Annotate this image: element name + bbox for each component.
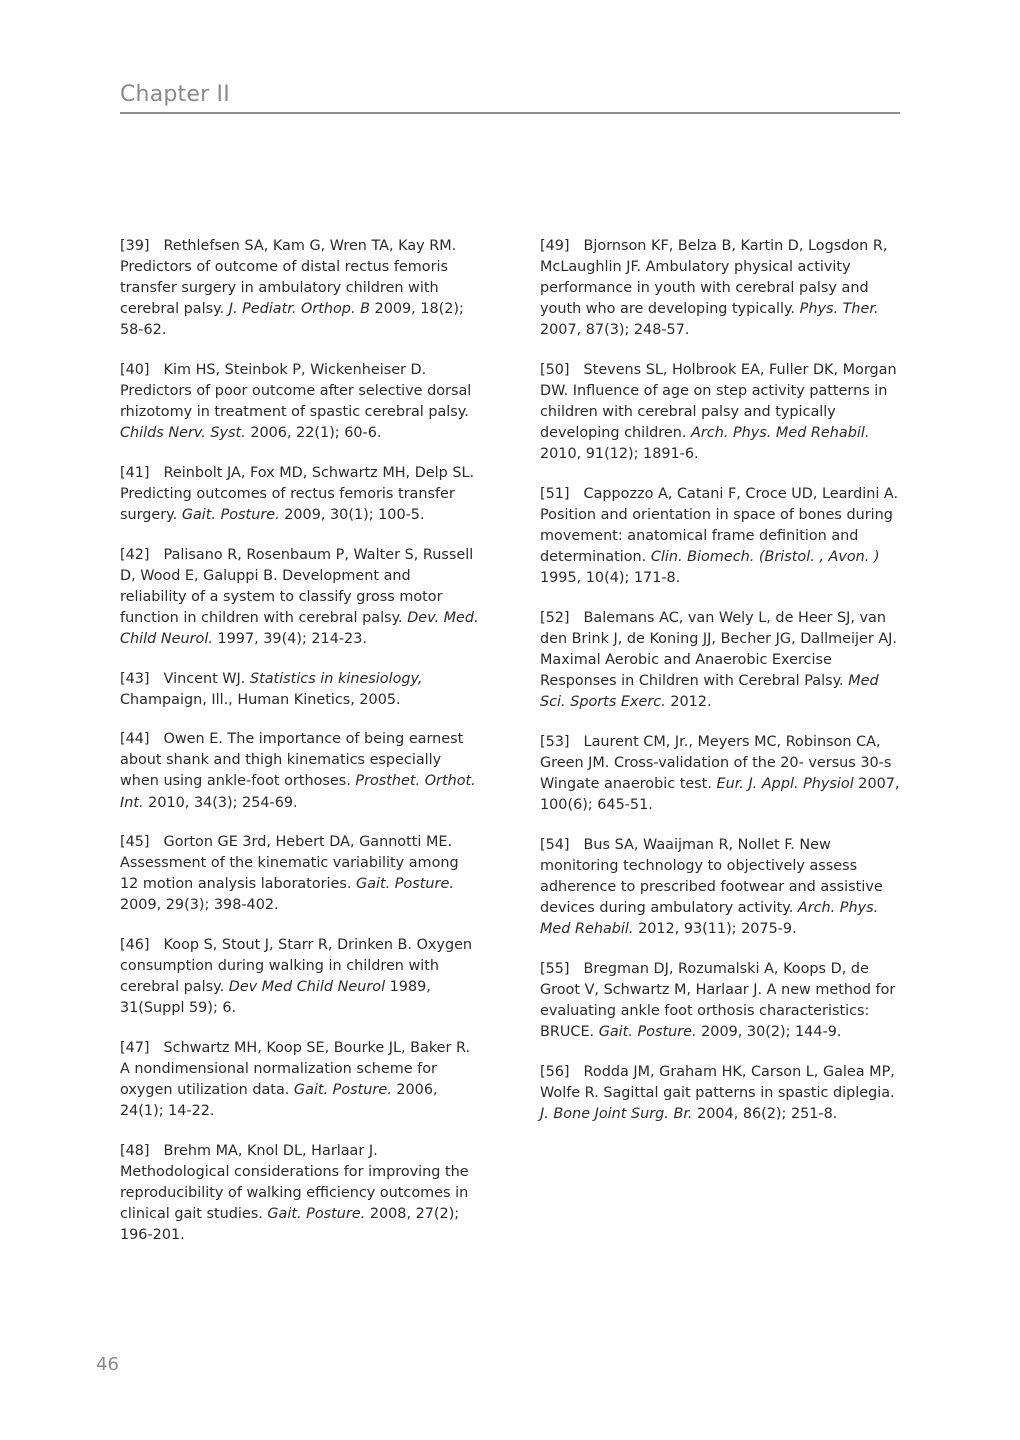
reference-text: Schwartz MH, Koop SE, Bourke JL, Baker R. A nondimensional normalization scheme for oxygen utilization data. bbox=[120, 1039, 471, 1099]
reference-citation: 2008, 27(2); 196-201. bbox=[120, 1206, 460, 1244]
reference-text: Kim HS, Steinbok P, Wickenheiser D. Predictors of poor outcome after selective dorsal rhizotomy in treatment of spastic cerebral palsy. bbox=[120, 361, 472, 421]
reference-journal: Gait. Posture. bbox=[181, 507, 280, 524]
reference-number: [44] bbox=[120, 731, 150, 748]
reference-item bbox=[540, 360, 900, 465]
reference-journal: Dev. Med. Child Neurol. bbox=[120, 609, 479, 647]
reference-text: Bjornson KF, Belza B, Kartin D, Logsdon R, McLaughlin JF. Ambulatory physical activity performance in youth with cerebral palsy and youth who are developing typically. bbox=[540, 238, 888, 318]
reference-item bbox=[540, 959, 900, 1043]
reference-journal: J. Bone Joint Surg. Br. bbox=[540, 1105, 693, 1122]
reference-citation: Champaign, Ill., Human Kinetics, 2005. bbox=[120, 691, 401, 708]
reference-journal: Phys. Ther. bbox=[799, 301, 879, 318]
reference-journal: Arch. Phys. Med Rehabil. bbox=[540, 900, 879, 938]
reference-number: [45] bbox=[120, 834, 150, 851]
reference-citation: 2009, 18(2); 58-62. bbox=[120, 301, 464, 339]
reference-item bbox=[540, 732, 900, 816]
reference-item bbox=[120, 935, 480, 1019]
reference-number: [43] bbox=[120, 670, 150, 687]
reference-text: Vincent WJ. bbox=[163, 670, 246, 687]
reference-journal: Dev Med Child Neurol bbox=[228, 979, 386, 996]
reference-number: [48] bbox=[120, 1142, 150, 1159]
reference-item bbox=[540, 608, 900, 713]
reference-text: Bregman DJ, Rozumalski A, Koops D, de Groot V, Schwartz M, Harlaar J. A new method for evaluating ankle foot orthosis characteristics: BRUCE. bbox=[540, 960, 896, 1040]
reference-journal: Childs Nerv. Syst. bbox=[120, 425, 246, 442]
reference-citation: 2009, 30(1); 100-5. bbox=[284, 507, 425, 524]
reference-number: [50] bbox=[540, 361, 570, 378]
reference-text: Laurent CM, Jr., Meyers MC, Robinson CA, Green JM. Cross-validation of the 20- versus 30-s Wingate anaerobic test. bbox=[540, 733, 892, 793]
reference-text: Palisano R, Rosenbaum P, Walter S, Russell D, Wood E, Galuppi B. Development and reliability of a system to classify gross motor function in children with cerebral palsy. bbox=[120, 546, 474, 626]
reference-citation: 2006, 24(1); 14-22. bbox=[120, 1082, 438, 1120]
reference-item bbox=[540, 484, 900, 589]
reference-item bbox=[120, 545, 480, 650]
reference-item bbox=[120, 360, 480, 444]
reference-number: [46] bbox=[120, 937, 150, 954]
references-left-column bbox=[120, 236, 480, 1265]
reference-number: [53] bbox=[540, 733, 570, 750]
reference-item bbox=[120, 669, 480, 711]
reference-journal: Gait. Posture. bbox=[293, 1082, 392, 1099]
chapter-title: Chapter II bbox=[120, 82, 230, 107]
reference-text: Koop S, Stout J, Starr R, Drinken B. Oxygen consumption during walking in children with cerebral palsy. bbox=[120, 937, 473, 996]
reference-number: [52] bbox=[540, 609, 570, 626]
reference-number: [41] bbox=[120, 464, 150, 481]
reference-item bbox=[120, 1141, 480, 1246]
reference-text: Balemans AC, van Wely L, de Heer SJ, van den Brink J, de Koning JJ, Becher JG, Dallmeijer AJ. Maximal Aerobic and Anaerobic Exercise Responses in Children with Cerebral Palsy. bbox=[540, 609, 897, 690]
reference-journal: Gait. Posture. bbox=[598, 1024, 697, 1040]
reference-text: Rodda JM, Graham HK, Carson L, Galea MP, Wolfe R. Sagittal gait patterns in spastic diplegia. bbox=[540, 1063, 895, 1101]
reference-citation: 2012. bbox=[670, 694, 712, 711]
reference-item bbox=[120, 463, 480, 526]
reference-citation: 1995, 10(4); 171-8. bbox=[540, 570, 681, 587]
page-number: 46 bbox=[96, 1354, 119, 1375]
reference-number: [55] bbox=[540, 960, 570, 977]
reference-number: [39] bbox=[120, 238, 150, 254]
reference-text: Stevens SL, Holbrook EA, Fuller DK, Morgan DW. Influence of age on step activity patterns in children with cerebral palsy and typically developing children. bbox=[540, 361, 897, 442]
reference-citation: 2010, 91(12); 1891-6. bbox=[540, 446, 699, 463]
reference-number: [40] bbox=[120, 361, 150, 378]
reference-item bbox=[540, 835, 900, 940]
reference-citation: 2006, 22(1); 60-6. bbox=[250, 425, 382, 442]
reference-citation: 2010, 34(3); 254-69. bbox=[148, 794, 298, 811]
reference-citation: 2007, 100(6); 645-51. bbox=[540, 776, 900, 814]
reference-item bbox=[540, 236, 900, 341]
reference-citation: 1997, 39(4); 214-23. bbox=[217, 631, 367, 647]
chapter-header bbox=[120, 78, 900, 114]
reference-journal: Statistics in kinesiology, bbox=[249, 670, 423, 687]
reference-citation: 2012, 93(11); 2075-9. bbox=[638, 921, 797, 938]
reference-journal: Gait. Posture. bbox=[267, 1206, 366, 1223]
reference-text: Cappozzo A, Catani F, Croce UD, Leardini A. Position and orientation in space of bones during movement: anatomical frame definition and determination. bbox=[540, 485, 899, 566]
reference-item bbox=[120, 729, 480, 813]
reference-number: [42] bbox=[120, 546, 150, 563]
reference-journal: J. Pediatr. Orthop. B bbox=[228, 301, 370, 318]
reference-citation: 2004, 86(2); 251-8. bbox=[697, 1105, 838, 1122]
reference-item bbox=[120, 236, 480, 341]
reference-journal: Eur. J. Appl. Physiol bbox=[716, 776, 854, 793]
reference-citation: 2007, 87(3); 248-57. bbox=[540, 322, 690, 339]
reference-journal: Clin. Biomech. (Bristol. , Avon. ) bbox=[650, 549, 880, 566]
reference-citation: 2009, 30(2); 144-9. bbox=[701, 1024, 842, 1040]
reference-item bbox=[120, 1038, 480, 1122]
reference-journal: Prosthet. Orthot. Int. bbox=[120, 773, 476, 811]
reference-text: Reinbolt JA, Fox MD, Schwartz MH, Delp SL. Predicting outcomes of rectus femoris transfer surgery. bbox=[120, 464, 475, 524]
reference-text: Rethlefsen SA, Kam G, Wren TA, Kay RM. Predictors of outcome of distal rectus femoris transfer surgery in ambulatory children with cerebral palsy. bbox=[120, 238, 457, 318]
reference-text: Owen E. The importance of being earnest about shank and thigh kinematics especially when using ankle-foot orthoses. bbox=[120, 731, 464, 790]
reference-journal: Arch. Phys. Med Rehabil. bbox=[691, 425, 870, 442]
reference-number: [47] bbox=[120, 1039, 150, 1056]
reference-journal: Gait. Posture. bbox=[356, 876, 454, 893]
reference-journal: Med Sci. Sports Exerc. bbox=[540, 673, 879, 711]
reference-citation: 1989, 31(Suppl 59); 6. bbox=[120, 979, 431, 1017]
reference-number: [54] bbox=[540, 836, 570, 853]
reference-item bbox=[120, 832, 480, 916]
reference-number: [51] bbox=[540, 485, 570, 502]
reference-citation: 2009, 29(3); 398-402. bbox=[120, 897, 279, 914]
reference-text: Gorton GE 3rd, Hebert DA, Gannotti ME. Assessment of the kinematic variability among 12 motion analysis laboratories. bbox=[120, 834, 459, 893]
reference-text: Brehm MA, Knol DL, Harlaar J. Methodological considerations for improving the reproducibility of walking efficiency outcomes in clinical gait studies. bbox=[120, 1142, 469, 1223]
reference-text: Bus SA, Waaijman R, Nollet F. New monitoring technology to objectively assess adherence to prescribed footwear and assistive devices during ambulatory activity. bbox=[540, 836, 883, 917]
reference-number: [49] bbox=[540, 238, 570, 254]
reference-number: [56] bbox=[540, 1063, 570, 1080]
references-right-column bbox=[540, 236, 900, 1143]
reference-item bbox=[540, 1062, 900, 1125]
